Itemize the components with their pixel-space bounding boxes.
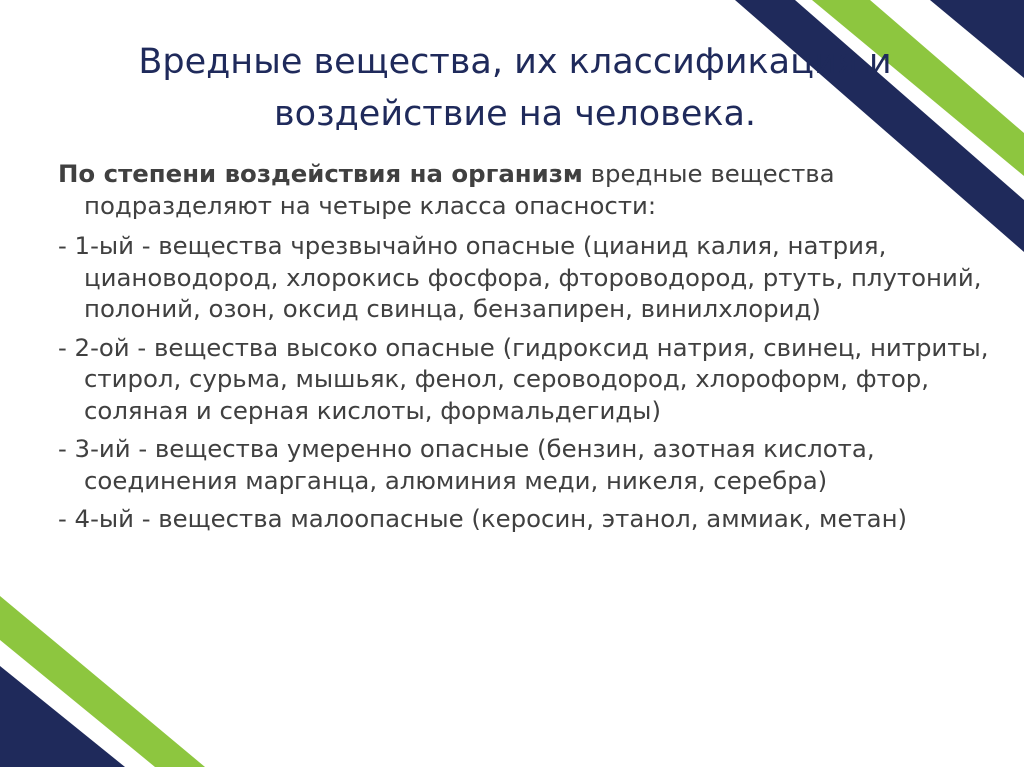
hazard-class-2-item: - 2-ой - вещества высоко опасные (гидроксид натрия, свинец, нитриты, стирол, сурьма, мышьяк, фенол, сероводород, хлороформ, фтор, соляная и серная кислоты, формальдегиды) xyxy=(58,332,989,425)
hazard-class-1-item: - 1-ый - вещества чрезвычайно опасные (цианид калия, натрия, циановодород, хлорокись фосфора, фтороводород, ртуть, плутоний, полоний, озон, оксид свинца, бензапирен, винилхлорид) xyxy=(58,231,982,323)
slide-title xyxy=(60,36,970,140)
intro-paragraph xyxy=(58,158,1008,221)
slide-content xyxy=(58,158,1008,542)
hazard-class-4-item: - 4-ый - вещества малоопасные (керосин, этанол, аммиак, метан) xyxy=(58,504,908,533)
hazard-class-3-item: - 3-ий - вещества умеренно опасные (бензин, азотная кислота, соединения марганца, алюминия меди, никеля, серебра) xyxy=(58,434,875,495)
title-line-2: воздействие на человека. xyxy=(273,94,757,134)
intro-text: вредные вещества подразделяют на четыре класса опасности: xyxy=(84,159,835,220)
intro-bold-text: По степени воздействия на организм xyxy=(58,159,583,188)
title-line-1: Вредные вещества, их классификация и xyxy=(138,42,892,82)
